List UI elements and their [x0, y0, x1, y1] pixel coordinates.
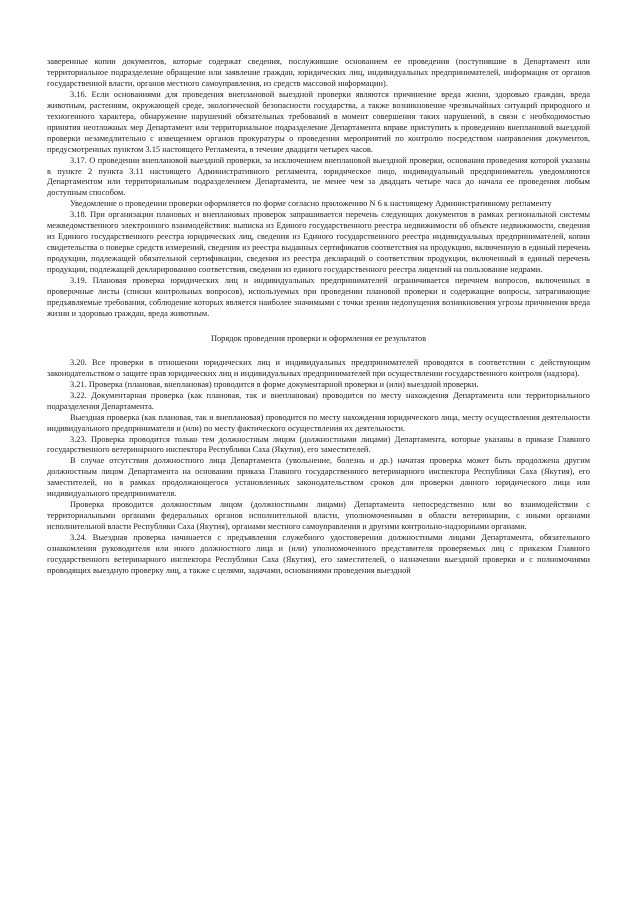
- paragraph-3-24: 3.24. Выездная проверка начинается с предъявления служебного удостоверения должностными лицами Департамента, обязательного ознакомления руководителя или иного должностного лица и (или) уполномоченного представителя проверяемых лиц с приказом Главного государственного ветеринарного инспектора Республики Саха (Якутия), его заместителей, о назначении выездной проверки и с полномочиями проводящих выездную проверку лиц, а также с целями, задачами, основаниями проведения выездной: [47, 533, 590, 575]
- paragraph-notification: Уведомление о проведении проверки оформляется по форме согласно приложению N 6 к настоящему Административному регламенту: [70, 199, 552, 209]
- paragraph-3-21: 3.21. Проверка (плановая, внеплановая) проводится в форме документарной проверки и (или) выездной проверки.: [70, 379, 479, 389]
- paragraph-3-19: 3.19. Плановая проверка юридических лиц и индивидуальных предпринимателей ограничивается перечнем вопросов, включенных в проверочные листы (списки контрольных вопросов), используемых при проведении плановой проверки и содержащие вопросы, затрагивающие предъявляемые требования, соблюдение которых является наиболее значимыми с точки зрения недопущения возникновения угрозы причинения вреда жизни и здоровью граждан, вреда животным.: [47, 276, 590, 318]
- paragraph-interaction: Проверка проводится должностным лицом (должностными лицами) Департамента непосредственно или во взаимодействии с территориальными органами федеральных органов исполнительной власти, уполномоченными в области ветеринарии, с иными органами исполнительной власти Республики Саха (Якутия), органами местного самоуправления и другими контрольно-надзорными органами.: [47, 500, 590, 532]
- section-bottom: [47, 358, 590, 577]
- paragraph-3-22: 3.22. Документарная проверка (как плановая, так и внеплановая) проводится по месту нахождения Департамента или территориального подразделения Департамента.: [47, 390, 590, 411]
- section-top: [47, 57, 590, 320]
- paragraph-3-23: 3.23. Проверка проводится только тем должностным лицом (должностными лицами) Департамента, которые указаны в приказе Главного государственного ветеринарного инспектора Республики Саха (Якутия), его заместителей.: [47, 434, 590, 455]
- paragraph-absence: В случае отсутствия должностного лица Департамента (увольнение, болезнь и др.) начатая проверка может быть продолжена другим должностным лицом Департамента на основании приказа Главного государственного ветеринарного инспектора Республики Саха (Якутия), его заместителей, но в рамках продолжающегося установленных законодательством сроков для проверки данного юридического лица или индивидуального предпринимателя.: [47, 456, 590, 499]
- paragraph-3-16: 3.16. Если основаниями для проведения внеплановой выездной проверки являются причинение вреда жизни, здоровью граждан, вреда животным, растениям, окружающей среде, экологической безопасности государства, а также возникновение чрезвычайных ситуаций природного и техногенного характера, обнаружение нарушений обязательных требований в момент совершения таких нарушений, в связи с необходимостью принятия неотложных мер Департамент или территориальное подразделение Департамента вправе приступить к проведению внеплановой выездной проверки незамедлительно с извещением органов прокуратуры о проведении мероприятий по контролю посредством направления документов, предусмотренных пунктом 3.15 настоящего Регламента, в течение двадцати четырех часов.: [47, 89, 590, 154]
- paragraph-3-20: 3.20. Все проверки в отношении юридических лиц и индивидуальных предпринимателей проводятся в соответствии с действующим законодательством о защите прав юридических лиц и индивидуальных предпринимателей при осуществлении государственного контроля (надзора).: [47, 357, 590, 378]
- paragraph-3-17: 3.17. О проведении внеплановой выездной проверки, за исключением внеплановой выездной проверки, основания проведения которой указаны в пункте 2 пункта 3.11 настоящего Административного регламента, юридическое лицо, индивидуальный предприниматель уведомляются Департаментом или территориальным подразделением Департамента, не менее чем за двадцать четыре часа до начала ее проведения любым доступным способом.: [47, 155, 590, 198]
- section-heading: Порядок проведения проверки и оформления ее результатов: [210, 333, 427, 343]
- paragraph-continuation: заверенные копии документов, которые содержат сведения, послужившие основанием ее проведения (поступившие в Департамент или территориальное подразделение обращение или заявление граждан, юридических лиц, индивидуальных предпринимателей, информация от органов государственной власти, органов местного самоуправления, из средств массовой информации).: [47, 57, 590, 88]
- paragraph-3-18: 3.18. При организации плановых и внеплановых проверок запрашивается перечень следующих документов в рамках региональной системы межведомственного электронного взаимодействия: выписка из Единого государственного реестра недвижимости об объекте недвижимости, сведения из Единого государственного реестра юридических лиц, сведения из Единого государственного реестра индивидуальных предпринимателей, копии свидетельства о поверке средств измерений, сведения из реестра выданных сертификатов соответствия на продукцию, включенную в единый перечень продукции, подлежащей обязательной сертификации, сведения из реестра деклараций о соответствии продукции, включенный в единый перечень продукции, подлежащей декларированию соответствия, сведения из единого государственного реестра лицензий на пользование недрами.: [47, 210, 590, 275]
- paragraph-onsite-inspection: Выездная проверка (как плановая, так и внеплановая) проводится по месту нахождения юридического лица, месту осуществления деятельности индивидуального предпринимателя и (или) по месту фактического осуществления их деятельности.: [47, 412, 590, 433]
